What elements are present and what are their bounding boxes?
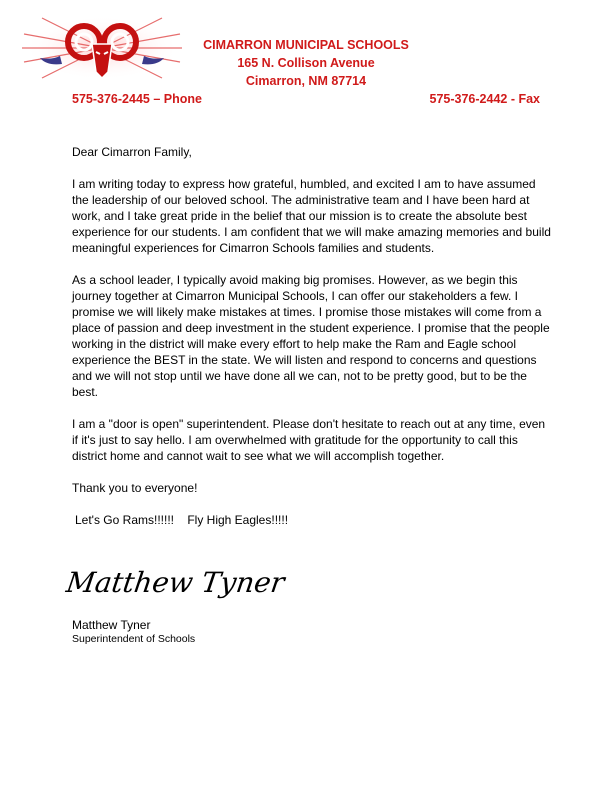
address-street: 165 N. Collison Avenue — [237, 56, 375, 70]
signer-name: Matthew Tyner — [72, 618, 151, 632]
handwritten-signature — [64, 558, 287, 608]
svg-text:Matthew Tyner: Matthew Tyner — [64, 566, 287, 599]
letterhead — [0, 0, 612, 110]
fax-number: 575-376-2442 - Fax — [429, 92, 540, 106]
closing-cheer: Let's Go Rams!!!!!! Fly High Eagles!!!!! — [75, 513, 289, 527]
paragraph-open-door: I am a "door is open" superintendent. Please don't hesitate to reach out at any time, even if it's just to say hello. I am overwhelmed with gratitude for the opportunity to call this district home and cannot wait to see what we will accomplish together. — [72, 417, 546, 463]
paragraph-gratitude: I am writing today to express how grateful, humbled, and excited I am to have assumed the leadership of our beloved school. The administrative team and I have been hard at work, and I take great pride in the belief that our mission is to create the absolute best experience for our students. I am confident that we will make amazing memories and build meaningful experiences for Cimarron Schools families and students. — [72, 177, 551, 255]
school-name: CIMARRON MUNICIPAL SCHOOLS — [203, 38, 409, 52]
thanks-line: Thank you to everyone! — [72, 481, 198, 495]
letter-body — [72, 144, 552, 544]
phone-number: 575-376-2445 – Phone — [72, 92, 202, 106]
paragraph-promises: As a school leader, I typically avoid making big promises. However, as we begin this journey together at Cimarron Municipal Schools, I can offer our stakeholders a few. I promise we will likely make mistakes at times. I promise those mistakes will come from a place of passion and deep investment in the student experience. I promise that the people working in the district will make every effort to help make the Ram and Eagle school experience the BEST in the state. We will listen and respond to concerns and questions and we will not stop until we have done all we can, not to be pretty good, but to be the best. — [72, 273, 550, 399]
salutation: Dear Cimarron Family, — [72, 145, 192, 159]
signer-title: Superintendent of Schools — [72, 633, 196, 645]
address-city: Cimarron, NM 87714 — [245, 74, 367, 88]
